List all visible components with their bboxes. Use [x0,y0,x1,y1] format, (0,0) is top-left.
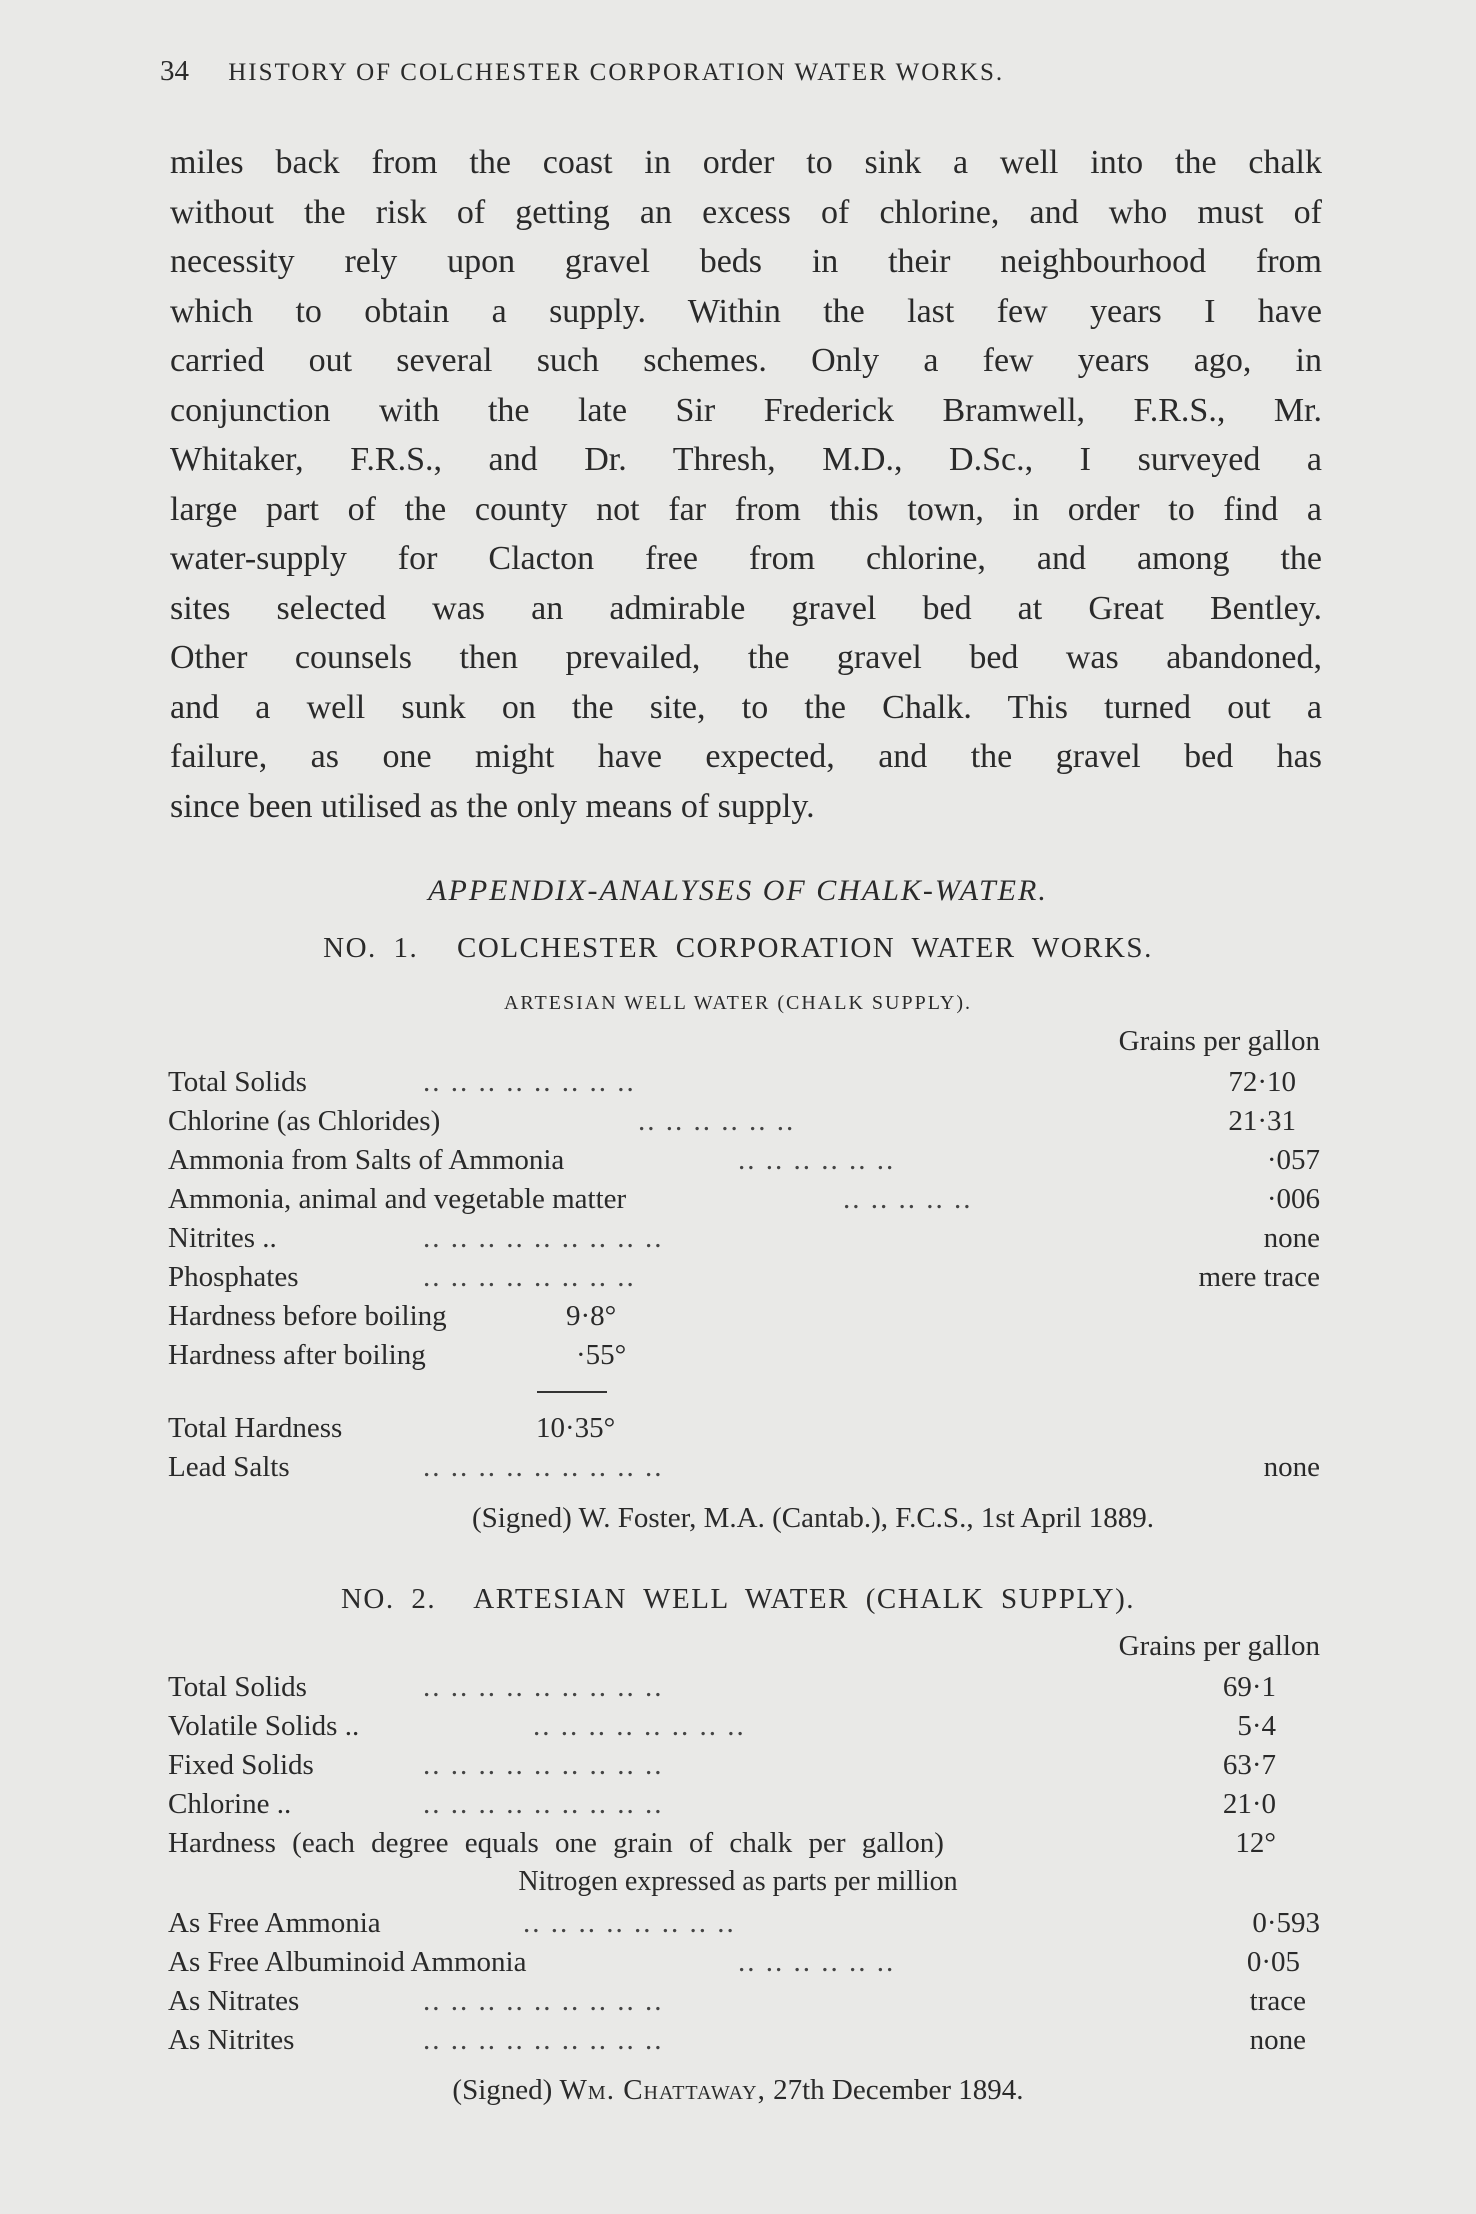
analysis-2-signature [0,2074,1476,2107]
table-row [168,1298,1320,1334]
row-value: trace [1249,1985,1306,2017]
leader-dots: .. .. .. .. .. .. .. .. .. [423,1671,664,1703]
row-label: As Nitrites [168,2024,295,2056]
leader-dots: .. .. .. .. .. .. .. .. .. [423,2024,664,2056]
table-row [168,2022,1320,2058]
body-line: since been utilised as the only means of supply. [170,787,815,825]
table-row [168,1944,1320,1980]
analysis-1-title: COLCHESTER CORPORATION WATER WORKS. [457,932,1153,964]
body-line: failure, as one might have expected, and the gravel bed has [170,738,1322,775]
leader-dots: .. .. .. .. .. .. .. .. .. [423,1985,664,2017]
body-line: carried out several such schemes. Only a few years ago, in [170,342,1322,379]
row-value: ·006 [1266,1183,1320,1215]
analysis-2-title: ARTESIAN WELL WATER (CHALK SUPPLY). [473,1583,1136,1615]
page-number: 34 [160,55,189,87]
analysis-2-number: NO. 2. [340,1583,437,1615]
body-line: Whitaker, F.R.S., and Dr. Thresh, M.D., D.Sc., I surveyed a [170,441,1322,478]
body-line: water-supply for Clacton free from chlorine, and among the [170,540,1322,577]
body-line: and a well sunk on the site, to the Chalk. This turned out a [170,688,1322,726]
row-label: Total Solids [168,1066,307,1098]
appendix-title: APPENDIX-ANALYSES OF CHALK-WATER. [428,874,1048,907]
leader-dots: .. .. .. .. .. .. [738,1144,896,1176]
row-label: Hardness after boiling [168,1339,426,1371]
analysis-2-units: Grains per gallon [1118,1630,1320,1662]
leader-dots: .. .. .. .. .. .. .. .. [423,1261,636,1293]
row-label: Fixed Solids [168,1749,314,1781]
row-value: 72·10 [1228,1066,1296,1098]
row-value: 9·8° [566,1300,617,1332]
row-label: Chlorine (as Chlorides) [168,1105,441,1137]
row-label: As Free Albuminoid Ammonia [168,1946,527,1978]
row-label: As Free Ammonia [168,1907,381,1939]
table-row [168,1103,1320,1139]
leader-dots: .. .. .. .. .. .. .. .. [523,1907,736,1939]
leader-dots: .. .. .. .. .. [843,1183,973,1215]
sum-rule [537,1391,607,1393]
table-row [168,1337,1320,1373]
row-label: Hardness (each degree equals one grain of chalk per gallon) [168,1827,944,1859]
body-line: which to obtain a supply. Within the last few years I have [170,292,1322,330]
row-value: 0·05 [1246,1946,1300,1978]
row-label: Total Hardness [168,1412,343,1444]
row-label: As Nitrates [168,1985,300,2017]
table-row [168,1747,1320,1783]
nitrogen-note: Nitrogen expressed as parts per million [518,1866,958,1897]
leader-dots: .. .. .. .. .. .. [638,1105,796,1137]
analysis-1-heading [0,932,1476,965]
row-value: mere trace [1198,1261,1320,1293]
body-line: large part of the county not far from this town, in order to find a [170,490,1322,528]
row-value: 0·593 [1252,1907,1320,1939]
body-line: sites selected was an admirable gravel bed at Great Bentley. [170,589,1322,627]
leader-dots: .. .. .. .. .. .. .. .. [533,1710,746,1742]
leader-dots: .. .. .. .. .. .. .. .. .. [423,1788,664,1820]
signature-name: Wm. Chattaway, [559,2074,766,2106]
table-row [168,1064,1320,1100]
row-value: none [1263,1222,1320,1254]
row-value: 63·7 [1222,1749,1276,1781]
table-row [168,1259,1320,1295]
leader-dots: .. .. .. .. .. .. [738,1946,896,1978]
row-label: Hardness before boiling [168,1300,447,1332]
row-label: Nitrites .. [168,1222,277,1254]
table-row [168,1181,1320,1217]
row-value: 21·31 [1228,1105,1296,1137]
table-row [168,1786,1320,1822]
body-line: necessity rely upon gravel beds in their neighbourhood from [170,243,1322,280]
row-value: none [1263,1451,1320,1483]
table-row [168,1449,1320,1485]
analysis-1-number: NO. 1. [323,932,419,964]
row-value: ·057 [1266,1144,1320,1176]
body-paragraph [170,138,1322,831]
table-row [168,1825,1320,1861]
running-title: HISTORY OF COLCHESTER CORPORATION WATER WORKS. [228,59,1005,86]
row-value: 69·1 [1222,1671,1276,1703]
body-line: Other counsels then prevailed, the gravel bed was abandoned, [170,639,1322,676]
leader-dots: .. .. .. .. .. .. .. .. .. [423,1749,664,1781]
row-label: Volatile Solids .. [168,1710,360,1742]
analysis-2-heading [0,1583,1476,1616]
row-label: Ammonia from Salts of Ammonia [168,1144,565,1176]
body-line: without the risk of getting an excess of chlorine, and who must of [170,193,1322,231]
leader-dots: .. .. .. .. .. .. .. .. [423,1066,636,1098]
row-value: ·55° [576,1339,627,1371]
analysis-1-subtitle: ARTESIAN WELL WATER (CHALK SUPPLY). [503,992,973,1014]
row-value: none [1249,2024,1306,2056]
table-row [168,1142,1320,1178]
leader-dots: .. .. .. .. .. .. .. .. .. [423,1222,664,1254]
running-head [160,55,1260,88]
leader-dots: .. .. .. .. .. .. .. .. .. [423,1451,664,1483]
table-row [168,1983,1320,2019]
row-label: Lead Salts [168,1451,290,1483]
table-row [168,1708,1320,1744]
table-row [168,1669,1320,1705]
row-value: 10·35° [536,1412,616,1444]
analysis-1-signature: (Signed) W. Foster, M.A. (Cantab.), F.C.S., 1st April 1889. [471,1502,1155,1534]
signature-date: 27th December 1894. [773,2074,1024,2106]
table-row [168,1220,1320,1256]
table-row [168,1905,1320,1941]
table-row [168,1410,1320,1446]
row-label: Chlorine .. [168,1788,292,1820]
row-label: Ammonia, animal and vegetable matter [168,1183,627,1215]
row-label: Phosphates [168,1261,299,1293]
body-line: miles back from the coast in order to sink a well into the chalk [170,144,1322,181]
signature-prefix: (Signed) [452,2074,553,2106]
row-label: Total Solids [168,1671,307,1703]
row-value: 21·0 [1222,1788,1276,1820]
analysis-1-units: Grains per gallon [1118,1025,1320,1057]
row-value: 12° [1235,1827,1276,1859]
body-line: conjunction with the late Sir Frederick Bramwell, F.R.S., Mr. [170,391,1322,429]
row-value: 5·4 [1237,1710,1276,1742]
